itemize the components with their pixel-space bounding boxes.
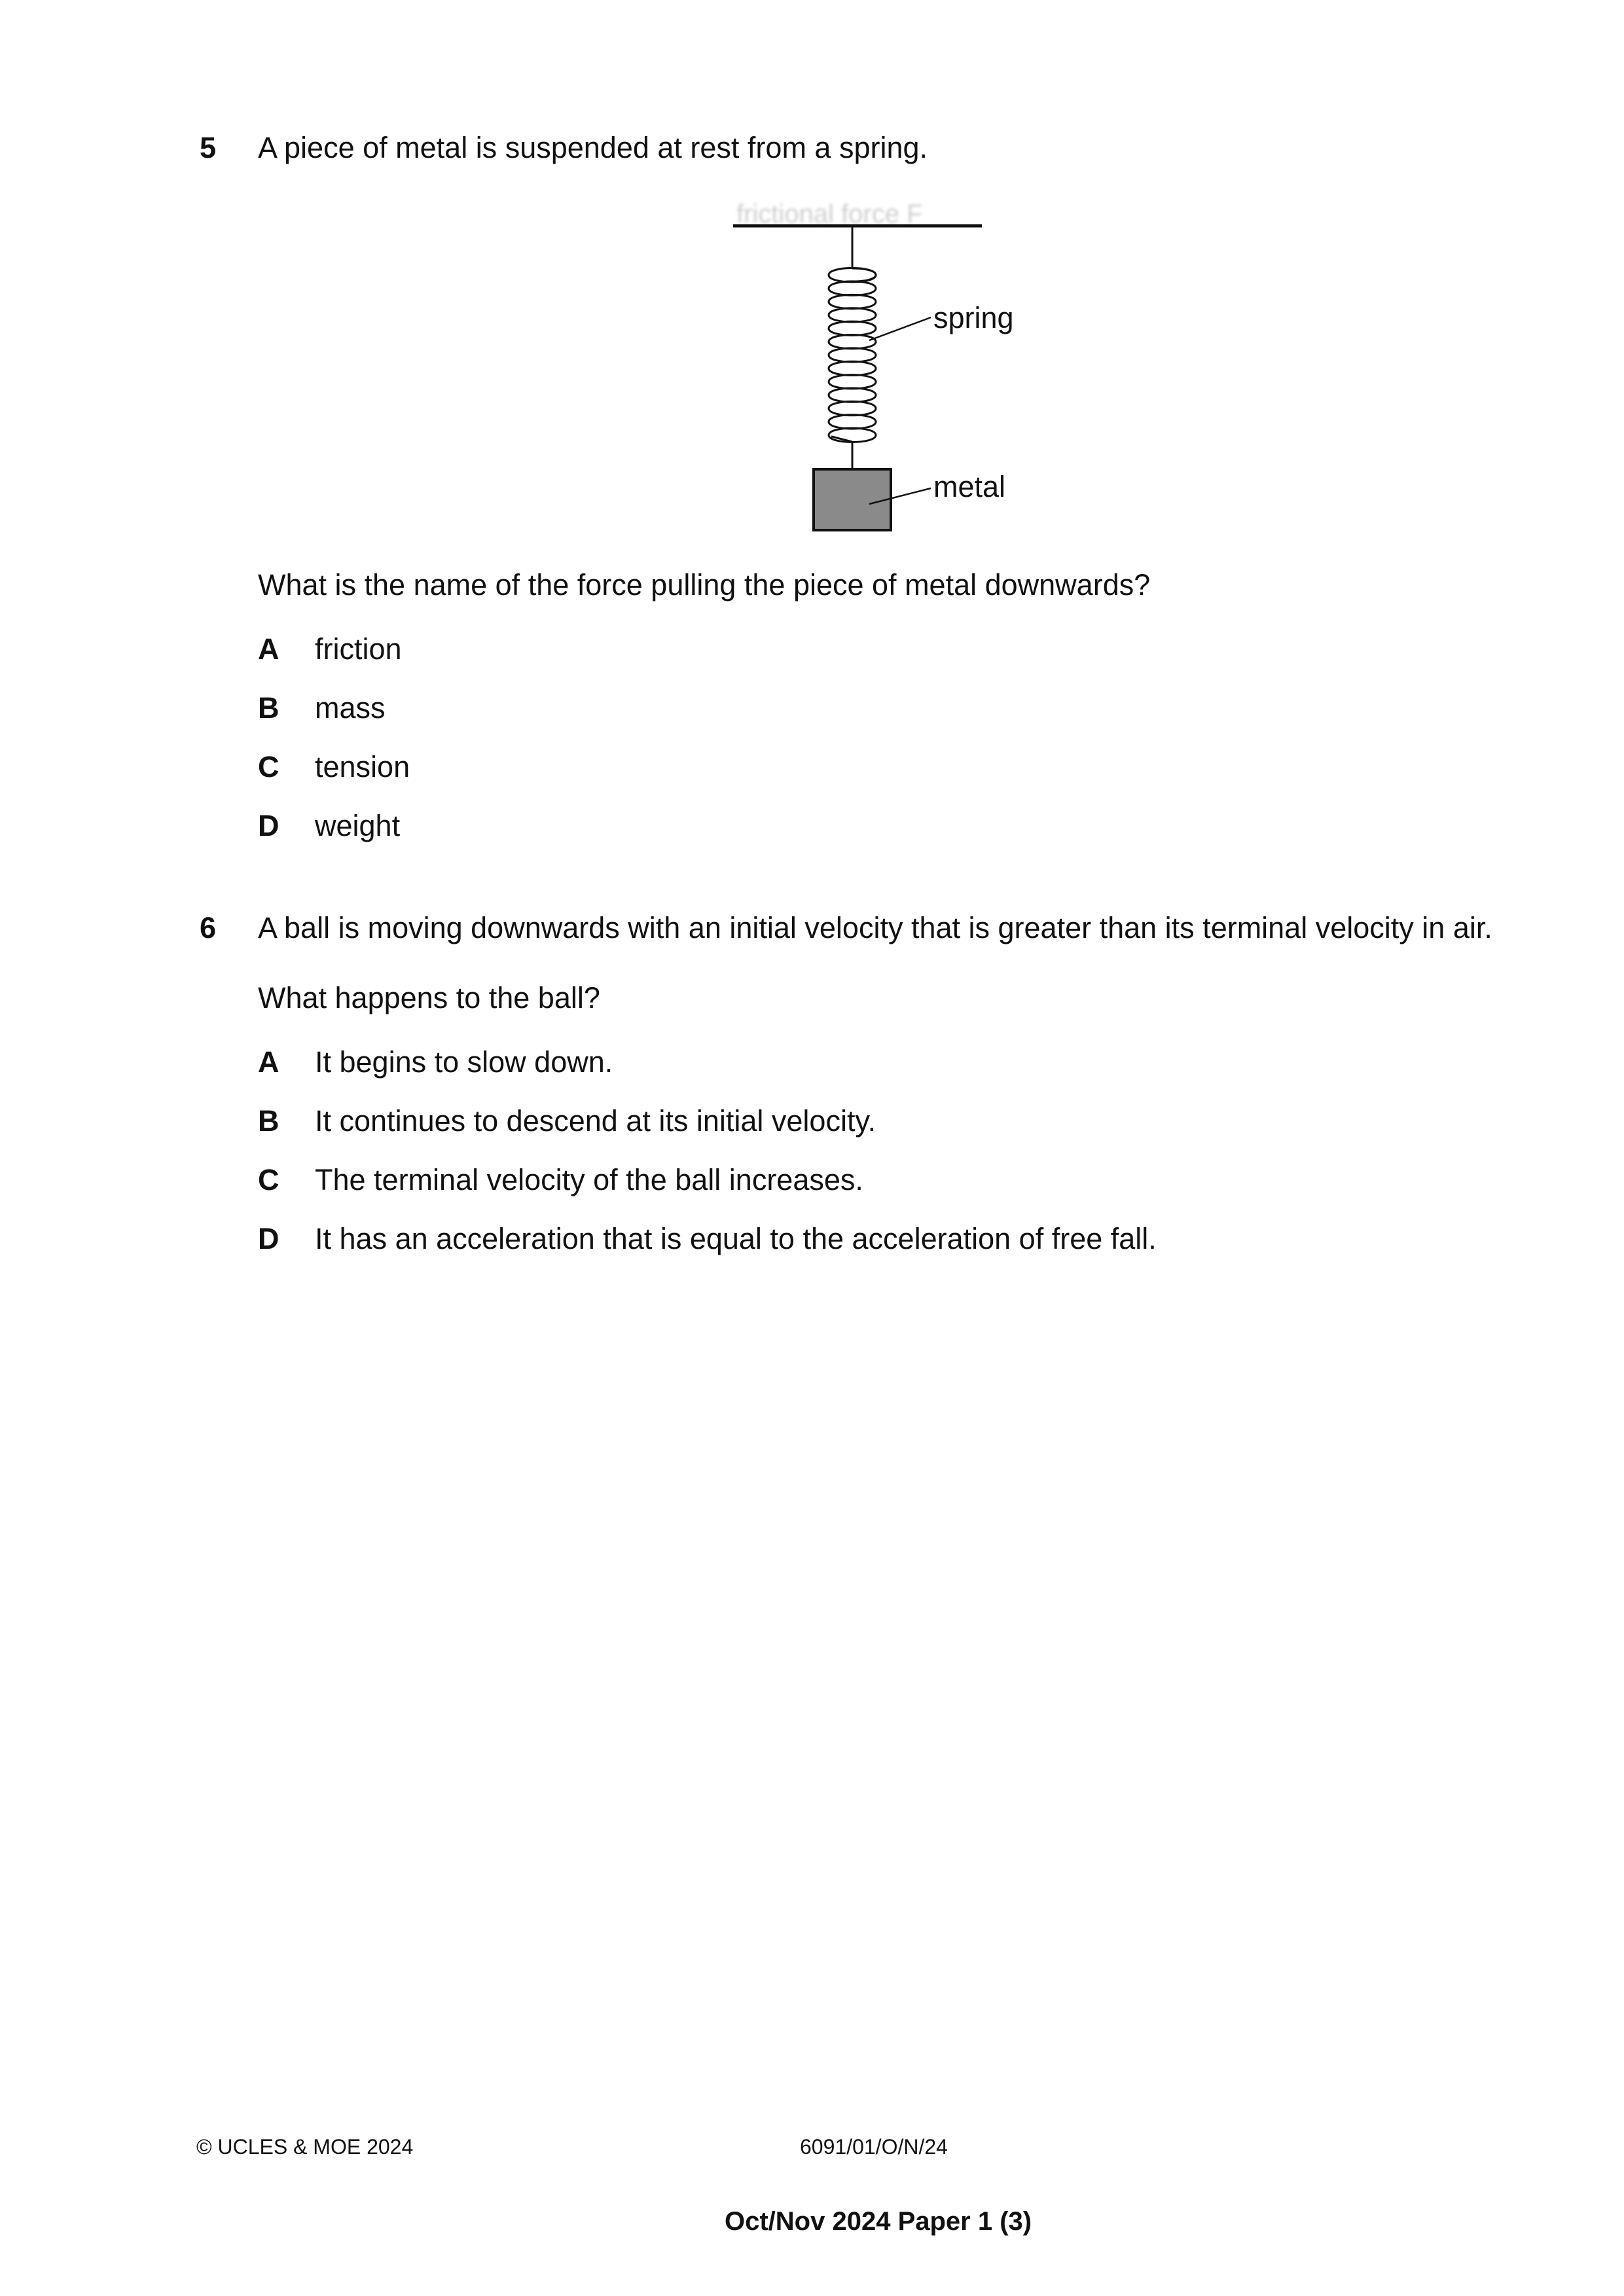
option-letter: C <box>258 1163 280 1196</box>
option-letter: C <box>258 750 280 783</box>
option-letter: D <box>258 1222 280 1255</box>
option-text: tension <box>315 750 410 783</box>
option-text: It has an acceleration that is equal to the acceleration of free fall. <box>315 1222 1157 1255</box>
option-text: It begins to slow down. <box>315 1045 613 1079</box>
paper-code: 6091/01/O/N/24 <box>800 2135 948 2159</box>
option-letter: A <box>258 632 280 666</box>
question-stem: A ball is moving downwards with an initial velocity that is greater than its terminal velocity in air. <box>258 911 1492 944</box>
option-text: weight <box>315 809 401 842</box>
question-stem: A piece of metal is suspended at rest from a spring. <box>258 131 928 164</box>
option-letter: D <box>258 809 280 842</box>
question-number: 5 <box>200 131 217 164</box>
question-number: 6 <box>200 911 217 944</box>
question-prompt: What is the name of the force pulling the piece of metal downwards? <box>258 568 1151 601</box>
option-text: The terminal velocity of the ball increases. <box>315 1163 863 1196</box>
metal-label: metal <box>933 470 1006 503</box>
spring-coils <box>829 268 876 442</box>
option-text: It continues to descend at its initial velocity. <box>315 1104 876 1138</box>
option-letter: B <box>258 691 280 725</box>
option-text: friction <box>315 632 402 666</box>
option-letter: A <box>258 1045 280 1079</box>
copyright-text: © UCLES & MOE 2024 <box>196 2135 414 2159</box>
option-text: mass <box>315 691 386 725</box>
spring-label-line <box>869 317 931 340</box>
session-label: Oct/Nov 2024 Paper 1 (3) <box>725 2207 1032 2236</box>
ceiling-ghost-text: frictional force F <box>736 200 923 228</box>
option-letter: B <box>258 1104 280 1138</box>
question-prompt: What happens to the ball? <box>258 981 600 1014</box>
spring-label: spring <box>933 301 1014 334</box>
metal-block <box>814 469 891 530</box>
